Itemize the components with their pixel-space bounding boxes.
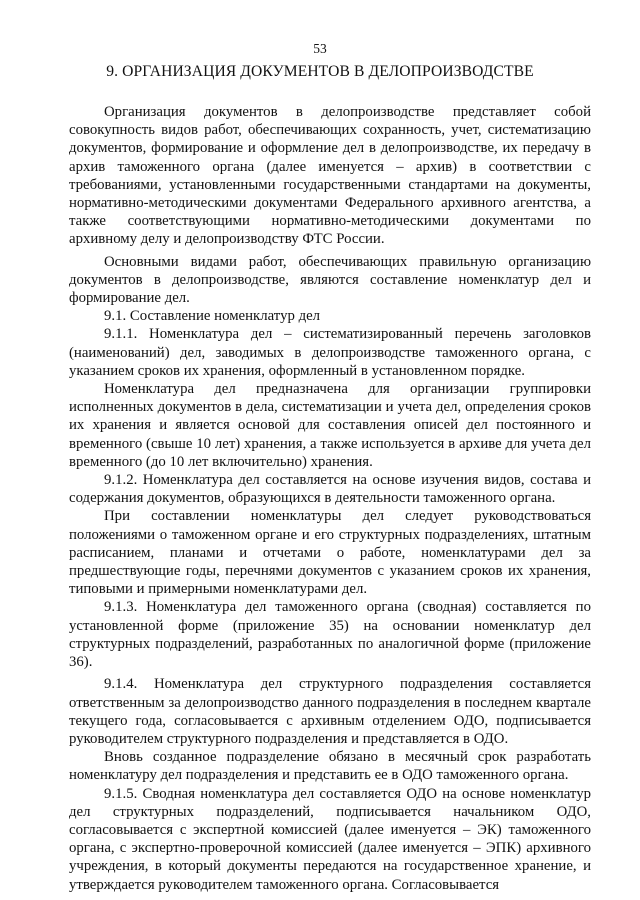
paragraph-nomenclature-purpose: Номенклатура дел предназначена для организации группировки исполненных документов в дела, систематизации и учета дел, определения сроков их хранения и является основой для составления описей дел постоянного и временного (свыше 10 лет) хранения, а также используется в архиве для учета дел временного (до 10 лет включительно) хранения. bbox=[69, 381, 591, 470]
paragraph-composition-guidance: При составлении номенклатуры дел следует руководствоваться положениями о таможенном органе и его структурных подразделениях, штатным расписанием, планами и отчетами о работе, номенклатурами дел за предшествующие годы, перечнями документов с указанием сроков их хранения, типовыми и примерными номенклатурами дел. bbox=[69, 508, 591, 598]
subsection-heading-9-1: 9.1. Составление номенклатур дел bbox=[104, 308, 321, 325]
paragraph-main-works: Основными видами работ, обеспечивающих правильную организацию документов в делопроизводстве, являются составление номенклатур дел и формирование дел. bbox=[69, 253, 591, 307]
paragraph-9-1-2: 9.1.2. Номенклатура дел составляется на основе изучения видов, состава и содержания документов, образующихся в деятельности таможенного органа. bbox=[69, 472, 591, 507]
paragraph-9-1-5: 9.1.5. Сводная номенклатура дел составляется ОДО на основе номенклатур дел структурных подразделений, подписывается начальником ОДО, согласовывается с экспертной комиссией (далее именуется – ЭК) таможенного органа, с экспертно-проверочной комиссией (далее именуется – ЭПК) архивного учреждения, в который документы передаются на государственное хранение, и утверждается руководителем таможенного органа. Согласовывается bbox=[69, 785, 591, 893]
paragraph-9-1-3: 9.1.3. Номенклатура дел таможенного органа (сводная) составляется по установленной форме (приложение 35) на основании номенклатур дел структурных подразделений, разработанных по аналогичной форме (приложение 36). bbox=[69, 599, 591, 671]
paragraph-9-1-1: 9.1.1. Номенклатура дел – систематизированный перечень заголовков (наименований) дел, заводимых в делопроизводстве таможенного органа, с указанием сроков их хранения, оформленный в установленном порядке. bbox=[69, 326, 591, 379]
paragraph-new-subdivision: Вновь созданное подразделение обязано в месячный срок разработать номенклатуру дел подразделения и представить ее в ОДО таможенного органа. bbox=[69, 749, 591, 784]
paragraph-9-1-4: 9.1.4. Номенклатура дел структурного подразделения составляется ответственным за делопроизводство данного подразделения в последнем квартале текущего года, согласовывается с архивным отделением ОДО, подписывается руководителем структурного подразделения и представляется в ОДО. bbox=[69, 676, 591, 747]
section-heading: 9. ОРГАНИЗАЦИЯ ДОКУМЕНТОВ В ДЕЛОПРОИЗВОДСТВЕ bbox=[106, 63, 534, 80]
paragraph-intro: Организация документов в делопроизводстве представляет собой совокупность видов работ, обеспечивающих сохранность, учет, систематизацию документов, формирование и оформление дел в делопроизводстве, их передачу в архив таможенного органа (далее именуется – архив) в соответствии с требованиями, установленными государственными стандартами на документы, нормативно-методическими документами Федерального архивного агентства, а также соответствующими нормативно-методическими документами по архивному делу и делопроизводству ФТС России. bbox=[69, 104, 591, 248]
body-text bbox=[69, 103, 591, 894]
page-number: 53 bbox=[313, 41, 327, 56]
